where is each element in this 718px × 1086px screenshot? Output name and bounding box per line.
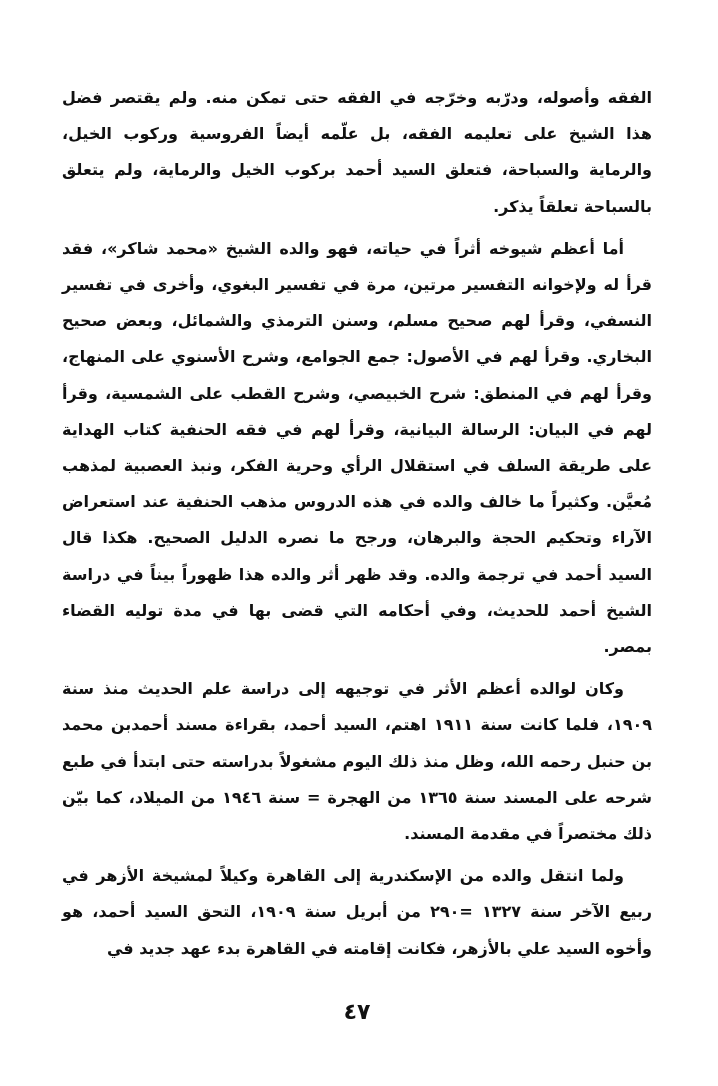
page-body: [62, 80, 652, 1060]
paragraph-4: ولما انتقل والده من الإسكندرية إلى القاهرة وكيلاً لمشيخة الأزهر في ربيع الآخر سنة ١٣٢٧ =٢٩٠ من أبريل سنة ١٩٠٩، التحق السيد أحمد، هو وأخوه السيد علي بالأزهر، فكانت إقامته في القاهرة بدء عهد جديد في: [62, 866, 652, 958]
page-number: ٤٧: [343, 1000, 371, 1025]
paragraph-2: أما أعظم شيوخه أثراً في حياته، فهو والده الشيخ «محمد شاكر»، فقد قرأ له ولإخوانه التفسير مرتين، مرة في تفسير البغوي، وأخرى في تفسير النسفي، وقرأ لهم صحيح مسلم، وسنن الترمذي والشمائل، وبعض صحيح البخاري. وقرأ لهم في الأصول: جمع الجوامع، وشرح الأسنوي على المنهاج، وقرأ لهم في المنطق: شرح الخبيصي، وشرح القطب على الشمسية، وقرأ لهم في البيان: الرسالة البيانية، وقرأ لهم في فقه الحنفية كتاب الهداية على طريقة السلف في استقلال الرأي وحرية الفكر، ونبذ العصبية لمذهب مُعيَّن. وكثيراً ما خالف والده في هذه الدروس مذهب الحنفية عند استعراض الآراء وتحكيم الحجة والبرهان، ورجح ما نصره الدليل الصحيح. هكذا قال السيد أحمد في ترجمة والده. وقد ظهر أثر والده هذا ظهوراً بيناً في دراسة الشيخ أحمد للحديث، وفي أحكامه التي قضى بها في مدة توليه القضاء بمصر.: [62, 238, 652, 657]
paragraph-3: وكان لوالده أعظم الأثر في توجيهه إلى دراسة علم الحديث منذ سنة ١٩٠٩، فلما كانت سنة ١٩١١ اهتم، السيد أحمد، بقراءة مسند أحمدبن محمد بن حنبل رحمه الله، وظل منذ ذلك اليوم مشغولاً بدراسته حتى ابتدأ في طبع شرحه على المسند سنة ١٣٦٥ من الهجرة = سنة ١٩٤٦ من الميلاد، كما بيّن ذلك مختصراً في مقدمة المسند.: [62, 679, 653, 844]
paragraph-1: الفقه وأصوله، ودرّبه وخرّجه في الفقه حتى تمكن منه. ولم يقتصر فضل هذا الشيخ على تعليمه الفقه، بل علّمه أيضاً الفروسية وركوب الخيل، والرماية والسباحة، فتعلق السيد أحمد بركوب الخيل والرماية، ولم يتعلق بالسباحة تعلقاً يذكر.: [62, 88, 652, 216]
